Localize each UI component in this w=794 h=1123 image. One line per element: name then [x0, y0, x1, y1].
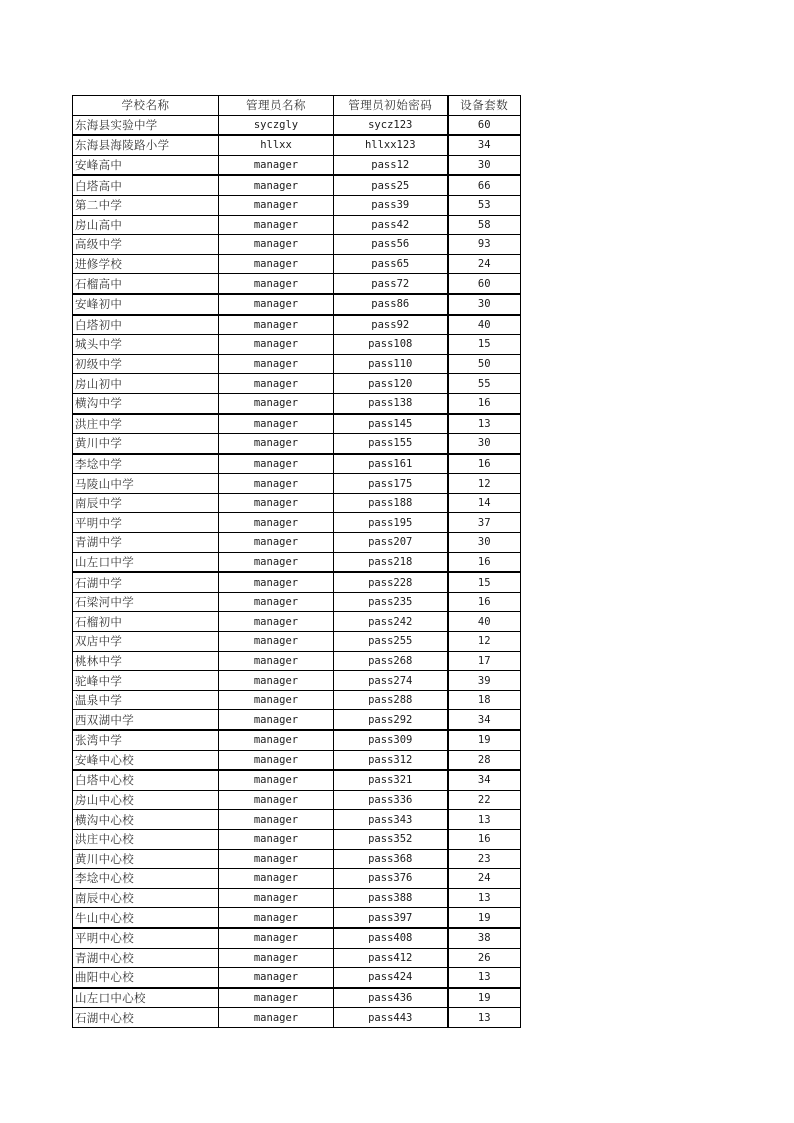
school-name-cell[interactable]: 洪庄中心校: [73, 829, 219, 849]
password-cell[interactable]: pass42: [334, 215, 448, 235]
device-count-cell[interactable]: 15: [448, 572, 521, 592]
device-count-cell[interactable]: 26: [448, 948, 521, 968]
table-row: [73, 434, 521, 454]
table-row: [73, 928, 521, 948]
table-row: [73, 155, 521, 175]
device-count-cell[interactable]: 58: [448, 215, 521, 235]
header-school-name[interactable]: 学校名称: [73, 96, 219, 116]
table-row: [73, 335, 521, 355]
table-row: [73, 612, 521, 632]
password-cell[interactable]: pass292: [334, 710, 448, 730]
table-row: [73, 513, 521, 533]
school-name-cell[interactable]: 南辰中学: [73, 493, 219, 513]
device-count-cell[interactable]: 19: [448, 730, 521, 750]
school-name-cell[interactable]: 城头中学: [73, 335, 219, 355]
table-row: [73, 135, 521, 155]
school-name-cell[interactable]: 安峰初中: [73, 294, 219, 315]
table-row: [73, 374, 521, 394]
table-row: [73, 869, 521, 889]
table-row: [73, 671, 521, 691]
password-cell[interactable]: pass25: [334, 175, 448, 195]
password-cell[interactable]: pass72: [334, 274, 448, 294]
device-count-cell[interactable]: 15: [448, 335, 521, 355]
device-count-cell[interactable]: 53: [448, 195, 521, 215]
device-count-cell[interactable]: 55: [448, 374, 521, 394]
admin-name-cell[interactable]: manager: [219, 592, 334, 612]
device-count-cell[interactable]: 60: [448, 115, 521, 135]
password-cell[interactable]: pass86: [334, 294, 448, 315]
admin-name-cell[interactable]: manager: [219, 454, 334, 474]
password-cell[interactable]: pass207: [334, 533, 448, 553]
password-cell[interactable]: pass255: [334, 632, 448, 652]
table-row: [73, 968, 521, 988]
admin-name-cell[interactable]: manager: [219, 710, 334, 730]
device-count-cell[interactable]: 34: [448, 135, 521, 155]
password-cell[interactable]: pass12: [334, 155, 448, 175]
password-cell[interactable]: pass397: [334, 908, 448, 928]
header-initial-password[interactable]: 管理员初始密码: [334, 96, 448, 116]
school-name-cell[interactable]: 南辰中心校: [73, 888, 219, 908]
password-cell[interactable]: pass268: [334, 651, 448, 671]
table-row: [73, 354, 521, 374]
device-count-cell[interactable]: 93: [448, 235, 521, 255]
school-name-cell[interactable]: 石榴初中: [73, 612, 219, 632]
admin-name-cell[interactable]: manager: [219, 690, 334, 710]
school-name-cell[interactable]: 石湖中学: [73, 572, 219, 592]
school-name-cell[interactable]: 房山初中: [73, 374, 219, 394]
device-count-cell[interactable]: 50: [448, 354, 521, 374]
password-cell[interactable]: pass155: [334, 434, 448, 454]
device-count-cell[interactable]: 13: [448, 888, 521, 908]
table-row: [73, 888, 521, 908]
school-name-cell[interactable]: 曲阳中心校: [73, 968, 219, 988]
table-row: [73, 493, 521, 513]
password-cell[interactable]: pass235: [334, 592, 448, 612]
table-row: [73, 195, 521, 215]
device-count-cell[interactable]: 19: [448, 908, 521, 928]
admin-name-cell[interactable]: manager: [219, 552, 334, 572]
admin-name-cell[interactable]: manager: [219, 533, 334, 553]
admin-name-cell[interactable]: manager: [219, 810, 334, 830]
school-name-cell[interactable]: 桃林中学: [73, 651, 219, 671]
school-name-cell[interactable]: 安峰中心校: [73, 750, 219, 770]
admin-name-cell[interactable]: manager: [219, 948, 334, 968]
school-name-cell[interactable]: 东海县实验中学: [73, 115, 219, 135]
password-cell[interactable]: pass436: [334, 988, 448, 1008]
admin-name-cell[interactable]: manager: [219, 434, 334, 454]
school-name-cell[interactable]: 白塔高中: [73, 175, 219, 195]
table-row: [73, 829, 521, 849]
device-count-cell[interactable]: 39: [448, 671, 521, 691]
table-row: [73, 710, 521, 730]
device-count-cell[interactable]: 24: [448, 869, 521, 889]
school-name-cell[interactable]: 第二中学: [73, 195, 219, 215]
admin-name-cell[interactable]: manager: [219, 829, 334, 849]
admin-name-cell[interactable]: manager: [219, 612, 334, 632]
admin-name-cell[interactable]: manager: [219, 215, 334, 235]
device-count-cell[interactable]: 12: [448, 632, 521, 652]
admin-name-cell[interactable]: syczgly: [219, 115, 334, 135]
table-row: [73, 294, 521, 315]
password-cell[interactable]: pass56: [334, 235, 448, 255]
device-count-cell[interactable]: 66: [448, 175, 521, 195]
school-name-cell[interactable]: 石梁河中学: [73, 592, 219, 612]
school-name-cell[interactable]: 洪庄中学: [73, 414, 219, 434]
school-name-cell[interactable]: 牛山中心校: [73, 908, 219, 928]
admin-name-cell[interactable]: manager: [219, 928, 334, 948]
table-row: [73, 948, 521, 968]
school-name-cell[interactable]: 石湖中心校: [73, 1008, 219, 1028]
school-name-cell[interactable]: 黄川中心校: [73, 849, 219, 869]
admin-name-cell[interactable]: manager: [219, 335, 334, 355]
table-row: [73, 474, 521, 494]
school-name-cell[interactable]: 温泉中学: [73, 690, 219, 710]
password-cell[interactable]: pass145: [334, 414, 448, 434]
table-row: [73, 690, 521, 710]
school-name-cell[interactable]: 张湾中学: [73, 730, 219, 750]
password-cell[interactable]: pass120: [334, 374, 448, 394]
school-name-cell[interactable]: 房山中心校: [73, 790, 219, 810]
spreadsheet-sheet: [72, 95, 520, 1028]
admin-name-cell[interactable]: manager: [219, 175, 334, 195]
admin-name-cell[interactable]: manager: [219, 790, 334, 810]
school-name-cell[interactable]: 进修学校: [73, 254, 219, 274]
admin-name-cell[interactable]: manager: [219, 354, 334, 374]
device-count-cell[interactable]: 30: [448, 294, 521, 315]
admin-name-cell[interactable]: manager: [219, 294, 334, 315]
table-row: [73, 592, 521, 612]
table-row: [73, 770, 521, 790]
device-count-cell[interactable]: 16: [448, 393, 521, 413]
school-name-cell[interactable]: 白塔中心校: [73, 770, 219, 790]
table-row: [73, 115, 521, 135]
device-count-cell[interactable]: 13: [448, 414, 521, 434]
school-name-cell[interactable]: 横沟中学: [73, 393, 219, 413]
admin-name-cell[interactable]: manager: [219, 671, 334, 691]
device-count-cell[interactable]: 16: [448, 829, 521, 849]
school-name-cell[interactable]: 石榴高中: [73, 274, 219, 294]
password-cell[interactable]: pass388: [334, 888, 448, 908]
table-row: [73, 414, 521, 434]
admin-name-cell[interactable]: manager: [219, 632, 334, 652]
table-row: [73, 533, 521, 553]
school-name-cell[interactable]: 平明中学: [73, 513, 219, 533]
admin-name-cell[interactable]: manager: [219, 374, 334, 394]
password-cell[interactable]: pass408: [334, 928, 448, 948]
header-row: [73, 96, 521, 116]
header-device-count[interactable]: 设备套数: [448, 96, 521, 116]
school-name-cell[interactable]: 青湖中学: [73, 533, 219, 553]
school-name-cell[interactable]: 青湖中心校: [73, 948, 219, 968]
device-count-cell[interactable]: 16: [448, 454, 521, 474]
admin-name-cell[interactable]: manager: [219, 651, 334, 671]
school-name-cell[interactable]: 李埝中学: [73, 454, 219, 474]
table-row: [73, 552, 521, 572]
device-count-cell[interactable]: 38: [448, 928, 521, 948]
password-cell[interactable]: pass110: [334, 354, 448, 374]
table-row: [73, 750, 521, 770]
admin-name-cell[interactable]: manager: [219, 888, 334, 908]
admin-name-cell[interactable]: manager: [219, 968, 334, 988]
password-cell[interactable]: pass424: [334, 968, 448, 988]
admin-name-cell[interactable]: manager: [219, 493, 334, 513]
school-name-cell[interactable]: 山左口中学: [73, 552, 219, 572]
password-cell[interactable]: pass288: [334, 690, 448, 710]
admin-name-cell[interactable]: manager: [219, 474, 334, 494]
table-row: [73, 274, 521, 294]
device-count-cell[interactable]: 17: [448, 651, 521, 671]
table-row: [73, 849, 521, 869]
admin-name-cell[interactable]: manager: [219, 414, 334, 434]
table-row: [73, 810, 521, 830]
device-count-cell[interactable]: 40: [448, 315, 521, 335]
table-row: [73, 393, 521, 413]
password-cell[interactable]: pass336: [334, 790, 448, 810]
password-cell[interactable]: sycz123: [334, 115, 448, 135]
device-count-cell[interactable]: 19: [448, 988, 521, 1008]
device-count-cell[interactable]: 24: [448, 254, 521, 274]
password-cell[interactable]: pass242: [334, 612, 448, 632]
admin-name-cell[interactable]: manager: [219, 988, 334, 1008]
table-row: [73, 572, 521, 592]
table-row: [73, 235, 521, 255]
password-cell[interactable]: pass188: [334, 493, 448, 513]
table-row: [73, 1008, 521, 1028]
device-count-cell[interactable]: 13: [448, 968, 521, 988]
device-count-cell[interactable]: 18: [448, 690, 521, 710]
school-name-cell[interactable]: 白塔初中: [73, 315, 219, 335]
school-name-cell[interactable]: 房山高中: [73, 215, 219, 235]
admin-name-cell[interactable]: manager: [219, 730, 334, 750]
school-name-cell[interactable]: 高级中学: [73, 235, 219, 255]
device-count-cell[interactable]: 40: [448, 612, 521, 632]
device-count-cell[interactable]: 12: [448, 474, 521, 494]
password-cell[interactable]: pass443: [334, 1008, 448, 1028]
device-count-cell[interactable]: 23: [448, 849, 521, 869]
admin-name-cell[interactable]: hllxx: [219, 135, 334, 155]
admin-name-cell[interactable]: manager: [219, 908, 334, 928]
admin-name-cell[interactable]: manager: [219, 750, 334, 770]
table-row: [73, 790, 521, 810]
admin-name-cell[interactable]: manager: [219, 393, 334, 413]
school-name-cell[interactable]: 西双湖中学: [73, 710, 219, 730]
device-count-cell[interactable]: 13: [448, 1008, 521, 1028]
device-count-cell[interactable]: 28: [448, 750, 521, 770]
password-cell[interactable]: pass309: [334, 730, 448, 750]
school-admin-table: [72, 95, 521, 1028]
school-name-cell[interactable]: 山左口中心校: [73, 988, 219, 1008]
admin-name-cell[interactable]: manager: [219, 572, 334, 592]
password-cell[interactable]: pass368: [334, 849, 448, 869]
device-count-cell[interactable]: 37: [448, 513, 521, 533]
school-name-cell[interactable]: 横沟中心校: [73, 810, 219, 830]
device-count-cell[interactable]: 34: [448, 710, 521, 730]
table-row: [73, 730, 521, 750]
school-name-cell[interactable]: 安峰高中: [73, 155, 219, 175]
admin-name-cell[interactable]: manager: [219, 155, 334, 175]
admin-name-cell[interactable]: manager: [219, 849, 334, 869]
table-row: [73, 454, 521, 474]
password-cell[interactable]: pass274: [334, 671, 448, 691]
school-name-cell[interactable]: 黄川中学: [73, 434, 219, 454]
device-count-cell[interactable]: 34: [448, 770, 521, 790]
admin-name-cell[interactable]: manager: [219, 235, 334, 255]
table-row: [73, 315, 521, 335]
device-count-cell[interactable]: 16: [448, 592, 521, 612]
password-cell[interactable]: pass92: [334, 315, 448, 335]
device-count-cell[interactable]: 30: [448, 434, 521, 454]
table-row: [73, 254, 521, 274]
school-name-cell[interactable]: 驼峰中学: [73, 671, 219, 691]
admin-name-cell[interactable]: manager: [219, 315, 334, 335]
header-admin-name[interactable]: 管理员名称: [219, 96, 334, 116]
device-count-cell[interactable]: 30: [448, 155, 521, 175]
table-body: [73, 115, 521, 1027]
device-count-cell[interactable]: 60: [448, 274, 521, 294]
password-cell[interactable]: pass321: [334, 770, 448, 790]
table-row: [73, 988, 521, 1008]
password-cell[interactable]: pass175: [334, 474, 448, 494]
school-name-cell[interactable]: 平明中心校: [73, 928, 219, 948]
admin-name-cell[interactable]: manager: [219, 770, 334, 790]
table-row: [73, 632, 521, 652]
admin-name-cell[interactable]: manager: [219, 274, 334, 294]
admin-name-cell[interactable]: manager: [219, 869, 334, 889]
device-count-cell[interactable]: 16: [448, 552, 521, 572]
table-row: [73, 651, 521, 671]
table-row: [73, 215, 521, 235]
admin-name-cell[interactable]: manager: [219, 513, 334, 533]
table-row: [73, 908, 521, 928]
password-cell[interactable]: pass138: [334, 393, 448, 413]
password-cell[interactable]: pass65: [334, 254, 448, 274]
table-row: [73, 175, 521, 195]
password-cell[interactable]: pass195: [334, 513, 448, 533]
password-cell[interactable]: pass312: [334, 750, 448, 770]
password-cell[interactable]: pass352: [334, 829, 448, 849]
password-cell[interactable]: pass161: [334, 454, 448, 474]
password-cell[interactable]: pass39: [334, 195, 448, 215]
school-name-cell[interactable]: 李埝中心校: [73, 869, 219, 889]
device-count-cell[interactable]: 14: [448, 493, 521, 513]
school-name-cell[interactable]: 马陵山中学: [73, 474, 219, 494]
device-count-cell[interactable]: 13: [448, 810, 521, 830]
device-count-cell[interactable]: 30: [448, 533, 521, 553]
school-name-cell[interactable]: 双店中学: [73, 632, 219, 652]
school-name-cell[interactable]: 东海县海陵路小学: [73, 135, 219, 155]
password-cell[interactable]: pass343: [334, 810, 448, 830]
school-name-cell[interactable]: 初级中学: [73, 354, 219, 374]
admin-name-cell[interactable]: manager: [219, 254, 334, 274]
device-count-cell[interactable]: 22: [448, 790, 521, 810]
password-cell[interactable]: pass228: [334, 572, 448, 592]
password-cell[interactable]: pass218: [334, 552, 448, 572]
admin-name-cell[interactable]: manager: [219, 195, 334, 215]
password-cell[interactable]: pass376: [334, 869, 448, 889]
password-cell[interactable]: hllxx123: [334, 135, 448, 155]
admin-name-cell[interactable]: manager: [219, 1008, 334, 1028]
password-cell[interactable]: pass108: [334, 335, 448, 355]
password-cell[interactable]: pass412: [334, 948, 448, 968]
